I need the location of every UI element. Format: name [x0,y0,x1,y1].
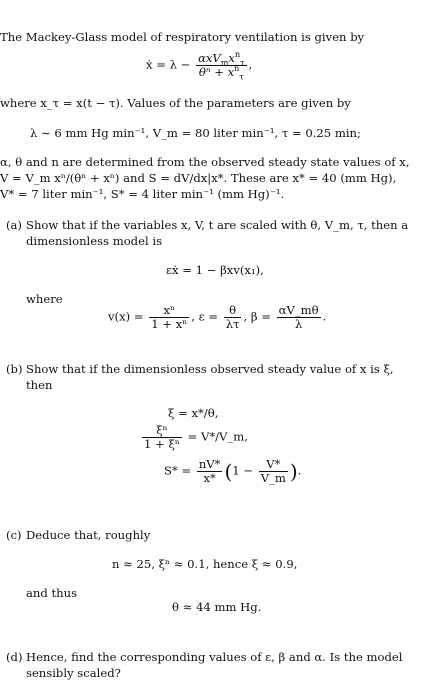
eq1-den-text: θⁿ + x [198,65,235,79]
part-a-label: (a) [6,218,22,232]
part-a-text-2: dimensionless model is [26,234,163,248]
right-paren: ) [289,459,298,484]
eq1-numerator: $\alpha xV_mx^n_\tau$ [198,50,245,68]
intro-text: The Mackey-Glass model of respiratory ventilation is given by [0,30,365,44]
eps-numerator: θ [224,304,242,318]
v-numerator: xⁿ [149,304,189,318]
part-a-where: where [26,292,63,306]
eq1-fraction [196,50,246,82]
v-denominator: 1 + xⁿ [151,317,188,331]
where-line: where x_τ = x(t − τ). Values of the parameters are given by [0,96,351,110]
part-a-end: . [322,309,327,324]
eps-denominator: λτ [225,317,240,331]
part-c-eq-2: θ ≈ 44 mm Hg. [172,600,262,614]
part-d-text-1: Hence, find the corresponding values of ε, β and α. Is the model [26,650,403,664]
v-lhs: v(x) = [108,309,144,324]
mackey-glass-equation [146,50,253,82]
left-paren: ( [224,459,233,484]
params-line: λ ∼ 6 mm Hg min⁻¹, V_m = 80 liter min⁻¹, τ = 0.25 min; [30,126,361,140]
eq1-num-sub: m [220,58,229,68]
v-fraction [149,304,189,331]
s-star-mid: 1 − [232,463,254,478]
part-b-eq-1: ξ = x*/θ, [168,406,219,420]
s-star-denominator: x* [203,471,216,485]
part-c-text-2: and thus [26,586,78,600]
part-b-label: (b) [6,362,23,376]
part-c-eq-1: n ≈ 25, ξⁿ ≈ 0.1, hence ξ ≈ 0.9, [112,557,298,571]
beta-fraction [277,304,321,331]
part-b-text-1: Show that if the dimensionless observed steady value of x is ξ, [26,362,394,376]
eq1-lhs: ẋ = λ − [146,57,191,72]
part-c-label: (c) [6,528,22,542]
part-a-equation: εẋ = 1 − βxv(x₁), [166,263,264,277]
eq1-den-sub: τ [239,72,244,82]
beta-lhs: , β = [243,309,271,324]
part-a-definitions [108,304,326,331]
part-b-eq-2 [140,424,248,451]
eps-lhs: , ε = [191,309,219,324]
part-a-text-1: Show that if the variables x, V, t are scaled with θ, V_m, τ, then a [26,218,409,232]
determination-line-2: V = V_m xⁿ/(θⁿ + xⁿ) and S = dV/dx|x*. These are x* = 40 (mm Hg), [0,171,397,185]
beta-numerator: αV_mθ [278,303,319,317]
s-star-fraction [197,458,223,485]
part-d-text-2: sensibly scaled? [26,666,121,680]
v-ratio-fraction [259,458,288,485]
eq1-num-text: αxV [198,51,221,65]
determination-line-3: V* = 7 liter min⁻¹, S* = 4 liter min⁻¹ (mm Hg)⁻¹. [0,187,285,201]
part-b-eq-2-rhs: = V*/V_m, [187,429,248,444]
xi-denominator: 1 + ξⁿ [144,437,180,451]
v-ratio-numerator: V* [259,458,288,472]
eps-fraction [224,304,242,331]
xi-fraction [142,424,182,451]
eq1-den-sup: n [234,64,240,74]
part-c-text-1: Deduce that, roughly [26,528,151,542]
part-b-eq-3 [164,458,301,485]
eq1-num-subx: τ [240,58,245,68]
v-ratio-denominator: V_m [260,471,286,485]
part-b-text-2: then [26,378,53,392]
s-star-numerator: nV* [198,457,221,471]
eq1-denominator [196,64,246,82]
s-star-lhs: S* = [164,463,192,478]
beta-denominator: λ [294,317,303,331]
xi-numerator: ξⁿ [142,424,182,438]
eq1-num-sup: n [234,50,241,60]
eq1-trail: , [248,57,253,72]
determination-line-1: α, θ and n are determined from the observed steady state values of x, [0,155,410,169]
part-d-label: (d) [6,650,23,664]
part-b-end: . [297,463,302,478]
